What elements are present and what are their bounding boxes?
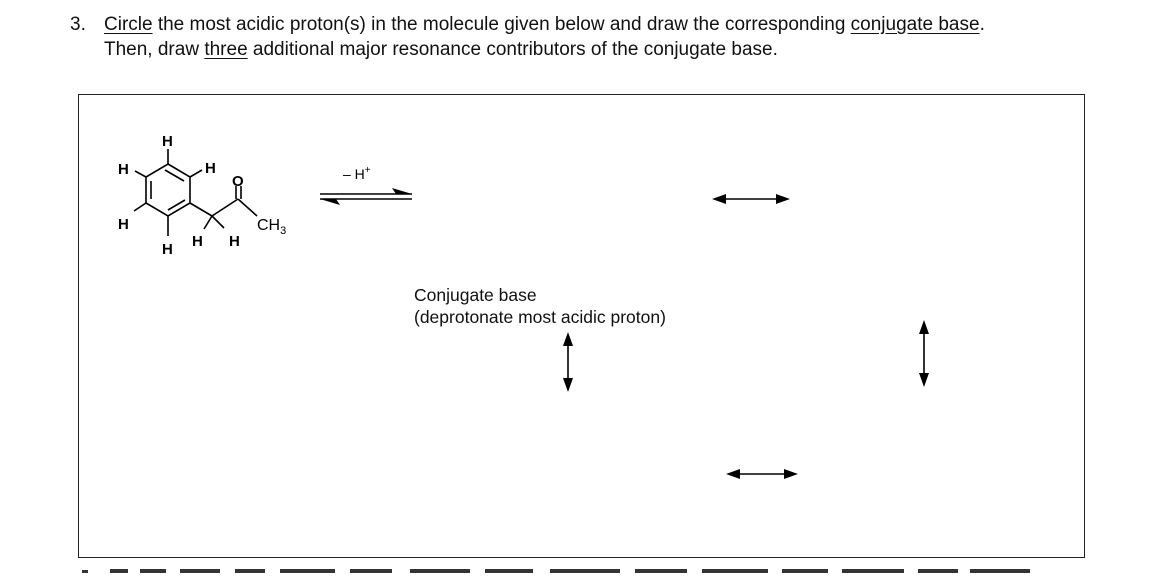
double-bond-3 <box>168 200 185 210</box>
atom-h-ch2-right: H <box>229 233 240 250</box>
reagent-minus-h: – H <box>343 166 365 182</box>
equilibrium-forward-head <box>392 188 412 194</box>
atom-h-upper-left: H <box>118 161 129 178</box>
atom-h-top: H <box>162 133 173 150</box>
bond-ring-ch2 <box>190 203 212 216</box>
bond-ch2-h-right <box>212 216 224 228</box>
resonance-arrow-middle-vertical <box>563 332 573 392</box>
question-line-1-text-b: . <box>979 14 985 35</box>
resonance-arrow-bottom <box>726 469 798 479</box>
conjugate-base-title: Conjugate base <box>414 285 537 305</box>
molecule-structure <box>134 149 257 236</box>
question-line-2-text-b: additional major resonance contributors of the conjugate base. <box>247 39 778 60</box>
reagent-label <box>343 165 371 182</box>
conjugate-base-subtitle: (deprotonate most acidic proton) <box>414 307 666 327</box>
question-line-2-text-a: Then, draw <box>104 39 205 60</box>
bond-h-lower-left <box>134 203 146 211</box>
bond-carbonyl-methyl <box>238 199 257 216</box>
reaction-arrow <box>320 165 412 205</box>
methyl-group <box>257 217 286 237</box>
atom-h-ch2-left: H <box>192 233 203 250</box>
atom-h-bottom: H <box>162 241 173 258</box>
reagent-plus: + <box>364 165 371 176</box>
bond-h-upper-right <box>190 170 202 177</box>
question-line-1-text-a: the most acidic proton(s) in the molecule given below and draw the corresponding <box>152 14 851 35</box>
question-number: 3. <box>70 14 86 35</box>
three-word: three <box>204 39 248 60</box>
bond-ch2-h-left <box>204 216 212 229</box>
resonance-arrow-top <box>712 194 790 204</box>
bond-h-upper-left <box>135 171 146 177</box>
conjugate-base-word: conjugate base <box>850 14 980 35</box>
bond-ch2-carbonyl <box>212 199 238 216</box>
atom-oxygen: O <box>232 173 244 190</box>
methyl-label: CH <box>257 217 281 234</box>
atom-h-upper-right: H <box>205 160 216 177</box>
equilibrium-reverse-head <box>320 199 340 205</box>
cut-off-next-question <box>70 566 1070 576</box>
atom-h-lower-left: H <box>118 216 129 233</box>
resonance-arrow-right-vertical <box>919 320 929 387</box>
molecule-labels <box>118 133 244 258</box>
circle-word: Circle <box>104 14 153 35</box>
methyl-subscript: 3 <box>280 225 287 237</box>
conjugate-base-label <box>414 284 666 328</box>
